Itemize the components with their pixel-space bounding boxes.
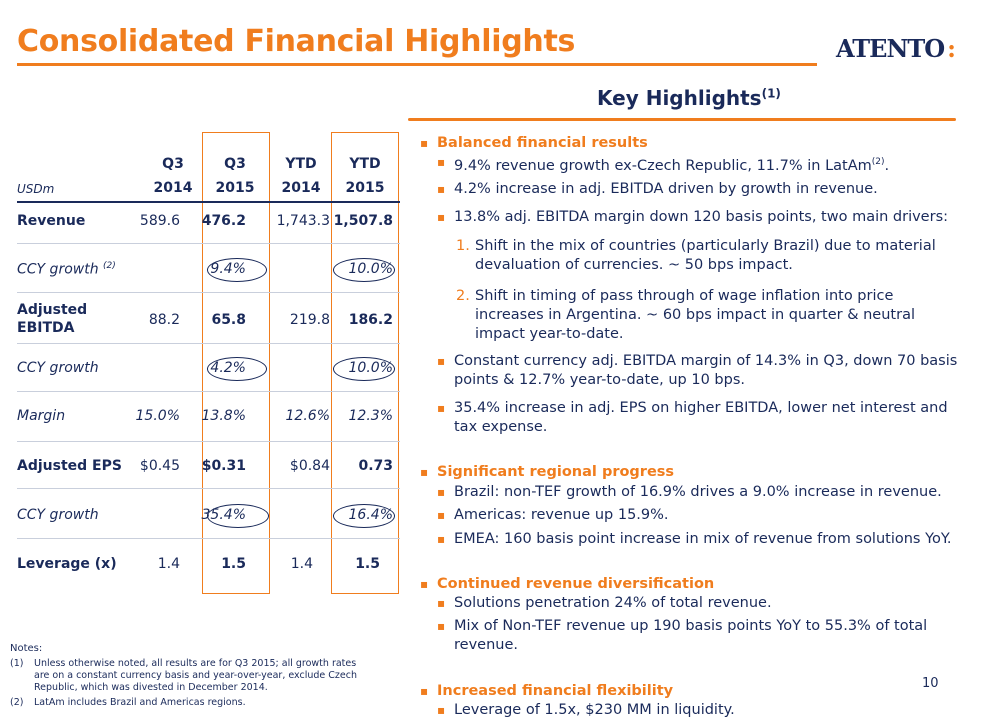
row-label-ebitda: EBITDA [17, 320, 75, 336]
list-item-sup: (2) [871, 157, 885, 167]
table-cell: $0.45 [139, 458, 180, 474]
section-heading [420, 575, 715, 594]
square-bullet-icon: ▪ [420, 465, 429, 479]
list-item [437, 208, 974, 227]
square-bullet-icon: ▪ [437, 182, 446, 196]
section-heading-text: Significant regional progress [437, 464, 675, 480]
table-cell: 65.8 [211, 312, 246, 328]
table-cell: 1.5 [355, 556, 380, 572]
table-cell: $0.84 [289, 458, 330, 474]
square-bullet-icon: ▪ [437, 155, 446, 169]
square-bullet-icon: ▪ [437, 508, 446, 522]
table-cell: 16.4% [348, 507, 393, 523]
header-col1-line1: Q3 [162, 156, 184, 172]
list-item-text: Shift in the mix of countries (particularly Brazil) due to material devaluation of currencies. ~ 50 bps impact. [475, 238, 936, 273]
square-bullet-icon: ▪ [437, 401, 446, 415]
square-bullet-icon: ▪ [420, 136, 429, 150]
list-item [437, 352, 959, 390]
list-item-text: Solutions penetration 24% of total revenue. [454, 595, 772, 611]
square-bullet-icon: ▪ [437, 703, 446, 717]
table-cell: 12.3% [348, 408, 393, 424]
page-number: 10 [922, 676, 939, 691]
list-item [437, 594, 974, 613]
list-item [437, 153, 974, 176]
section-heading-text: Continued revenue diversification [437, 576, 715, 592]
row-label-ccy-growth-revenue [17, 261, 116, 278]
section-heading [420, 134, 648, 153]
list-item [437, 617, 959, 655]
note-text: Unless otherwise noted, all results are for Q3 2015; all growth rates are on a constant currency basis and year-over-year, exclude Czech Republic, which was divested in December 2014. [34, 658, 357, 693]
table-cell: 13.8% [201, 408, 246, 424]
list-item-text: 13.8% adj. EBITDA margin down 120 basis points, two main drivers: [454, 209, 949, 225]
highlight-oval [207, 357, 267, 381]
list-item [437, 399, 959, 437]
note-item [10, 697, 370, 709]
table-cell: 0.73 [358, 458, 393, 474]
table-cell: 12.6% [285, 408, 330, 424]
row-label-adjusted-eps: Adjusted EPS [17, 458, 122, 474]
square-bullet-icon: ▪ [420, 577, 429, 591]
list-item-text: Mix of Non-TEF revenue up 190 basis points YoY to 55.3% of total revenue. [454, 618, 928, 653]
header-col4-line2: 2015 [345, 180, 385, 196]
row-label-ccy-growth-ebitda: CCY growth [17, 360, 99, 376]
list-item [456, 237, 945, 275]
table-cell: 186.2 [348, 312, 393, 328]
notes-heading: Notes: [10, 643, 43, 654]
note-item [10, 658, 370, 694]
square-bullet-icon: ▪ [437, 210, 446, 224]
table-cell: 9.4% [210, 261, 246, 277]
header-col3-line1: YTD [285, 156, 317, 172]
table-cell: 219.8 [289, 312, 330, 328]
square-bullet-icon: ▪ [437, 596, 446, 610]
row-divider [17, 243, 400, 244]
section-heading [420, 682, 674, 701]
row-label-ccy-growth-eps: CCY growth [17, 507, 99, 523]
row-divider [17, 538, 400, 539]
highlight-oval [207, 258, 267, 282]
row-divider [17, 292, 400, 293]
list-item-text-end: . [884, 157, 890, 174]
key-highlights-title [597, 86, 781, 110]
square-bullet-icon: ▪ [437, 354, 446, 368]
unit-label: USDm [17, 182, 55, 196]
table-cell: 88.2 [148, 312, 180, 328]
list-item [456, 287, 945, 344]
highlight-oval [333, 258, 395, 282]
key-highlights-sup: (1) [761, 86, 781, 101]
highlight-oval [333, 504, 395, 528]
section-heading-text: Increased financial flexibility [437, 683, 674, 699]
list-item-text: Shift in timing of pass through of wage inflation into price increases in Argentina. ~ 60 bps impact in quarter & neutral impact year-to-date. [475, 288, 915, 342]
title-divider [17, 63, 817, 66]
row-divider [17, 488, 400, 489]
note-text: LatAm includes Brazil and Americas regions. [34, 697, 246, 708]
table-cell: 10.0% [348, 261, 393, 277]
table-cell: 15.0% [135, 408, 180, 424]
table-cell: 1.5 [221, 556, 246, 572]
list-item-text: Constant currency adj. EBITDA margin of 14.3% in Q3, down 70 basis points & 12.7% year-to-date, up 10 bps. [454, 353, 958, 388]
square-bullet-icon: ▪ [420, 684, 429, 698]
table-cell: 589.6 [139, 213, 180, 229]
table-cell: 1,743.3 [276, 213, 330, 229]
row-label-sup: (2) [103, 261, 116, 271]
list-number: 1. [456, 238, 470, 254]
list-item-text: 9.4% revenue growth ex-Czech Republic, 11.7% in LatAm [454, 157, 872, 174]
table-cell: $0.31 [201, 458, 246, 474]
highlight-oval [333, 357, 395, 381]
section-heading [420, 463, 675, 482]
list-item-text: 35.4% increase in adj. EPS on higher EBITDA, lower net interest and tax expense. [454, 400, 948, 435]
header-col4-line1: YTD [349, 156, 381, 172]
header-col2-line1: Q3 [224, 156, 246, 172]
header-rule [17, 201, 400, 203]
row-label-text: CCY growth [17, 261, 99, 278]
table-cell: 1,507.8 [333, 213, 393, 229]
square-bullet-icon: ▪ [437, 485, 446, 499]
logo-text: ATENTO [836, 34, 945, 63]
list-number: 2. [456, 288, 470, 304]
row-divider [17, 391, 400, 392]
square-bullet-icon: ▪ [437, 619, 446, 633]
table-cell: 35.4% [201, 507, 246, 523]
key-highlights-divider [408, 118, 956, 121]
square-bullet-icon: ▪ [437, 532, 446, 546]
header-col1-line2: 2014 [153, 180, 193, 196]
row-label-margin: Margin [17, 408, 66, 424]
list-item-text: 4.2% increase in adj. EBITDA driven by growth in revenue. [454, 181, 878, 197]
page-title: Consolidated Financial Highlights [17, 24, 576, 59]
list-item [437, 506, 974, 525]
note-number: (2) [10, 697, 24, 708]
atento-logo [836, 34, 955, 63]
row-divider [17, 441, 400, 442]
table-cell: 4.2% [210, 360, 246, 376]
note-number: (1) [10, 658, 24, 669]
table-cell: 1.4 [157, 556, 180, 572]
row-label-adjusted: Adjusted [17, 302, 88, 318]
row-label-revenue: Revenue [17, 213, 86, 229]
table-cell: 1.4 [290, 556, 313, 572]
row-divider [17, 343, 400, 344]
list-item [437, 483, 974, 502]
table-cell: 476.2 [201, 213, 246, 229]
list-item [437, 701, 974, 720]
header-col3-line2: 2014 [281, 180, 321, 196]
list-item [437, 180, 974, 199]
list-item-text: Brazil: non-TEF growth of 16.9% drives a 9.0% increase in revenue. [454, 484, 942, 500]
logo-colon: : [947, 34, 956, 63]
key-highlights-text: Key Highlights [597, 86, 762, 110]
table-cell: 10.0% [348, 360, 393, 376]
row-label-leverage: Leverage (x) [17, 556, 117, 572]
section-heading-text: Balanced financial results [437, 135, 648, 151]
list-item-text: Americas: revenue up 15.9%. [454, 507, 669, 523]
list-item-text: EMEA: 160 basis point increase in mix of revenue from solutions YoY. [454, 531, 952, 547]
header-col2-line2: 2015 [215, 180, 255, 196]
highlight-oval [207, 504, 269, 528]
list-item [437, 530, 974, 549]
list-item-text: Leverage of 1.5x, $230 MM in liquidity. [454, 702, 735, 718]
